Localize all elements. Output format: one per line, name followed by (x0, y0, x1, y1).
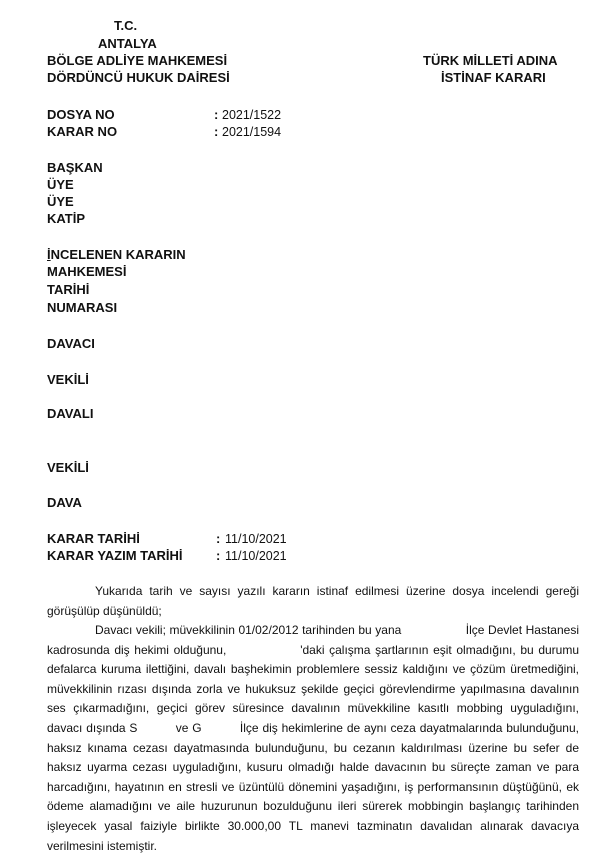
karar-yazim-tarihi-label: KARAR YAZIM TARİHİ (47, 548, 183, 563)
court-name: BÖLGE ADLİYE MAHKEMESİ (47, 53, 228, 68)
dosya-value: 2021/1522 (222, 108, 282, 122)
dosya-label: DOSYA NO (47, 107, 115, 122)
reviewed-heading-first: İ (47, 247, 51, 262)
colon: : (216, 531, 221, 546)
vekili-label: VEKİLİ (47, 372, 89, 387)
reviewed-heading (47, 247, 186, 262)
davali-label: DAVALI (47, 406, 94, 421)
claim-text: Davacı vekili; müvekkilinin 01/02/2012 tarihinden bu yana İlçe Devlet Hastanesi kadrosunda diş hekimi olduğunu, 'daki çalışma şartlarının eşit olmadığını, bu durumu defalarca kuruma ilettiğini, davalı başhekimin problemlere sessiz kaldığını ve çözüm üretmediğini, müvekkilinin rızası dışında zorla ve hukuksuz şekilde geçici görevlendirme yapılmasına davalının ses çıkarmadığını, geçici görev süresince davalının müvekkiline kasıtlı mobbing uyguladığını, davacı dışında S ve G İlçe diş hekimlerine de aynı ceza dayatmalarında bulunduğunu, haksız kınama cezası dayatmasında bulunduğunu, bu cezanın kaldırılması üzerine bu sefer de haksız uyarma cezası uyguladığını, kusuru olmadığı halde davacının bu süreçte zaman ve para harcadığını, hayatının en stresli ve üzüntülü dönemini yaşadığını, iş performansının düştüğünü, ek ödeme alamadığını ve aile huzurunun bozulduğunu ileri sürerek mobbingin başlangıç tarihinden işleyecek yasal faiziyle birlikte 30.000,00 TL manevi tazminatın davalıdan alınarak davacıya verilmesini istemiştir. (47, 623, 583, 853)
katip-label: KATİP (47, 211, 86, 226)
uye-label: ÜYE (47, 177, 74, 192)
davaci-label: DAVACI (47, 336, 95, 351)
karar-tarihi-label: KARAR TARİHİ (47, 531, 140, 546)
baskan-label: BAŞKAN (47, 160, 103, 175)
decision-type: İSTİNAF KARARI (441, 70, 546, 85)
karar-label: KARAR NO (47, 124, 118, 139)
uye-label: ÜYE (47, 194, 74, 209)
colon: : (214, 107, 219, 122)
karar-value: 2021/1594 (222, 125, 282, 139)
colon: : (216, 548, 221, 563)
karar-tarihi-value: 11/10/2021 (225, 532, 287, 546)
chamber-name: DÖRDÜNCÜ HUKUK DAİRESİ (47, 70, 230, 85)
tarihi-label: TARİHİ (47, 282, 90, 297)
vekili-label: VEKİLİ (47, 460, 89, 475)
claim-paragraph (47, 621, 583, 856)
numarasi-label: NUMARASI (47, 300, 118, 315)
intro-paragraph (47, 582, 579, 621)
mahkemesi-label: MAHKEMESİ (47, 264, 127, 279)
colon: : (214, 124, 219, 139)
karar-yazim-tarihi-value: 11/10/2021 (225, 549, 287, 563)
tc-heading: T.C. (114, 18, 138, 33)
city-heading: ANTALYA (98, 36, 157, 51)
nation-heading: TÜRK MİLLETİ ADINA (423, 53, 558, 68)
dava-label: DAVA (47, 495, 82, 510)
intro-text: Yukarıda tarih ve sayısı yazılı kararın istinaf edilmesi üzerine dosya incelendi gereği görüşülüp düşünüldü; (47, 584, 579, 618)
reviewed-heading-rest: NCELENEN KARARIN (50, 247, 186, 262)
